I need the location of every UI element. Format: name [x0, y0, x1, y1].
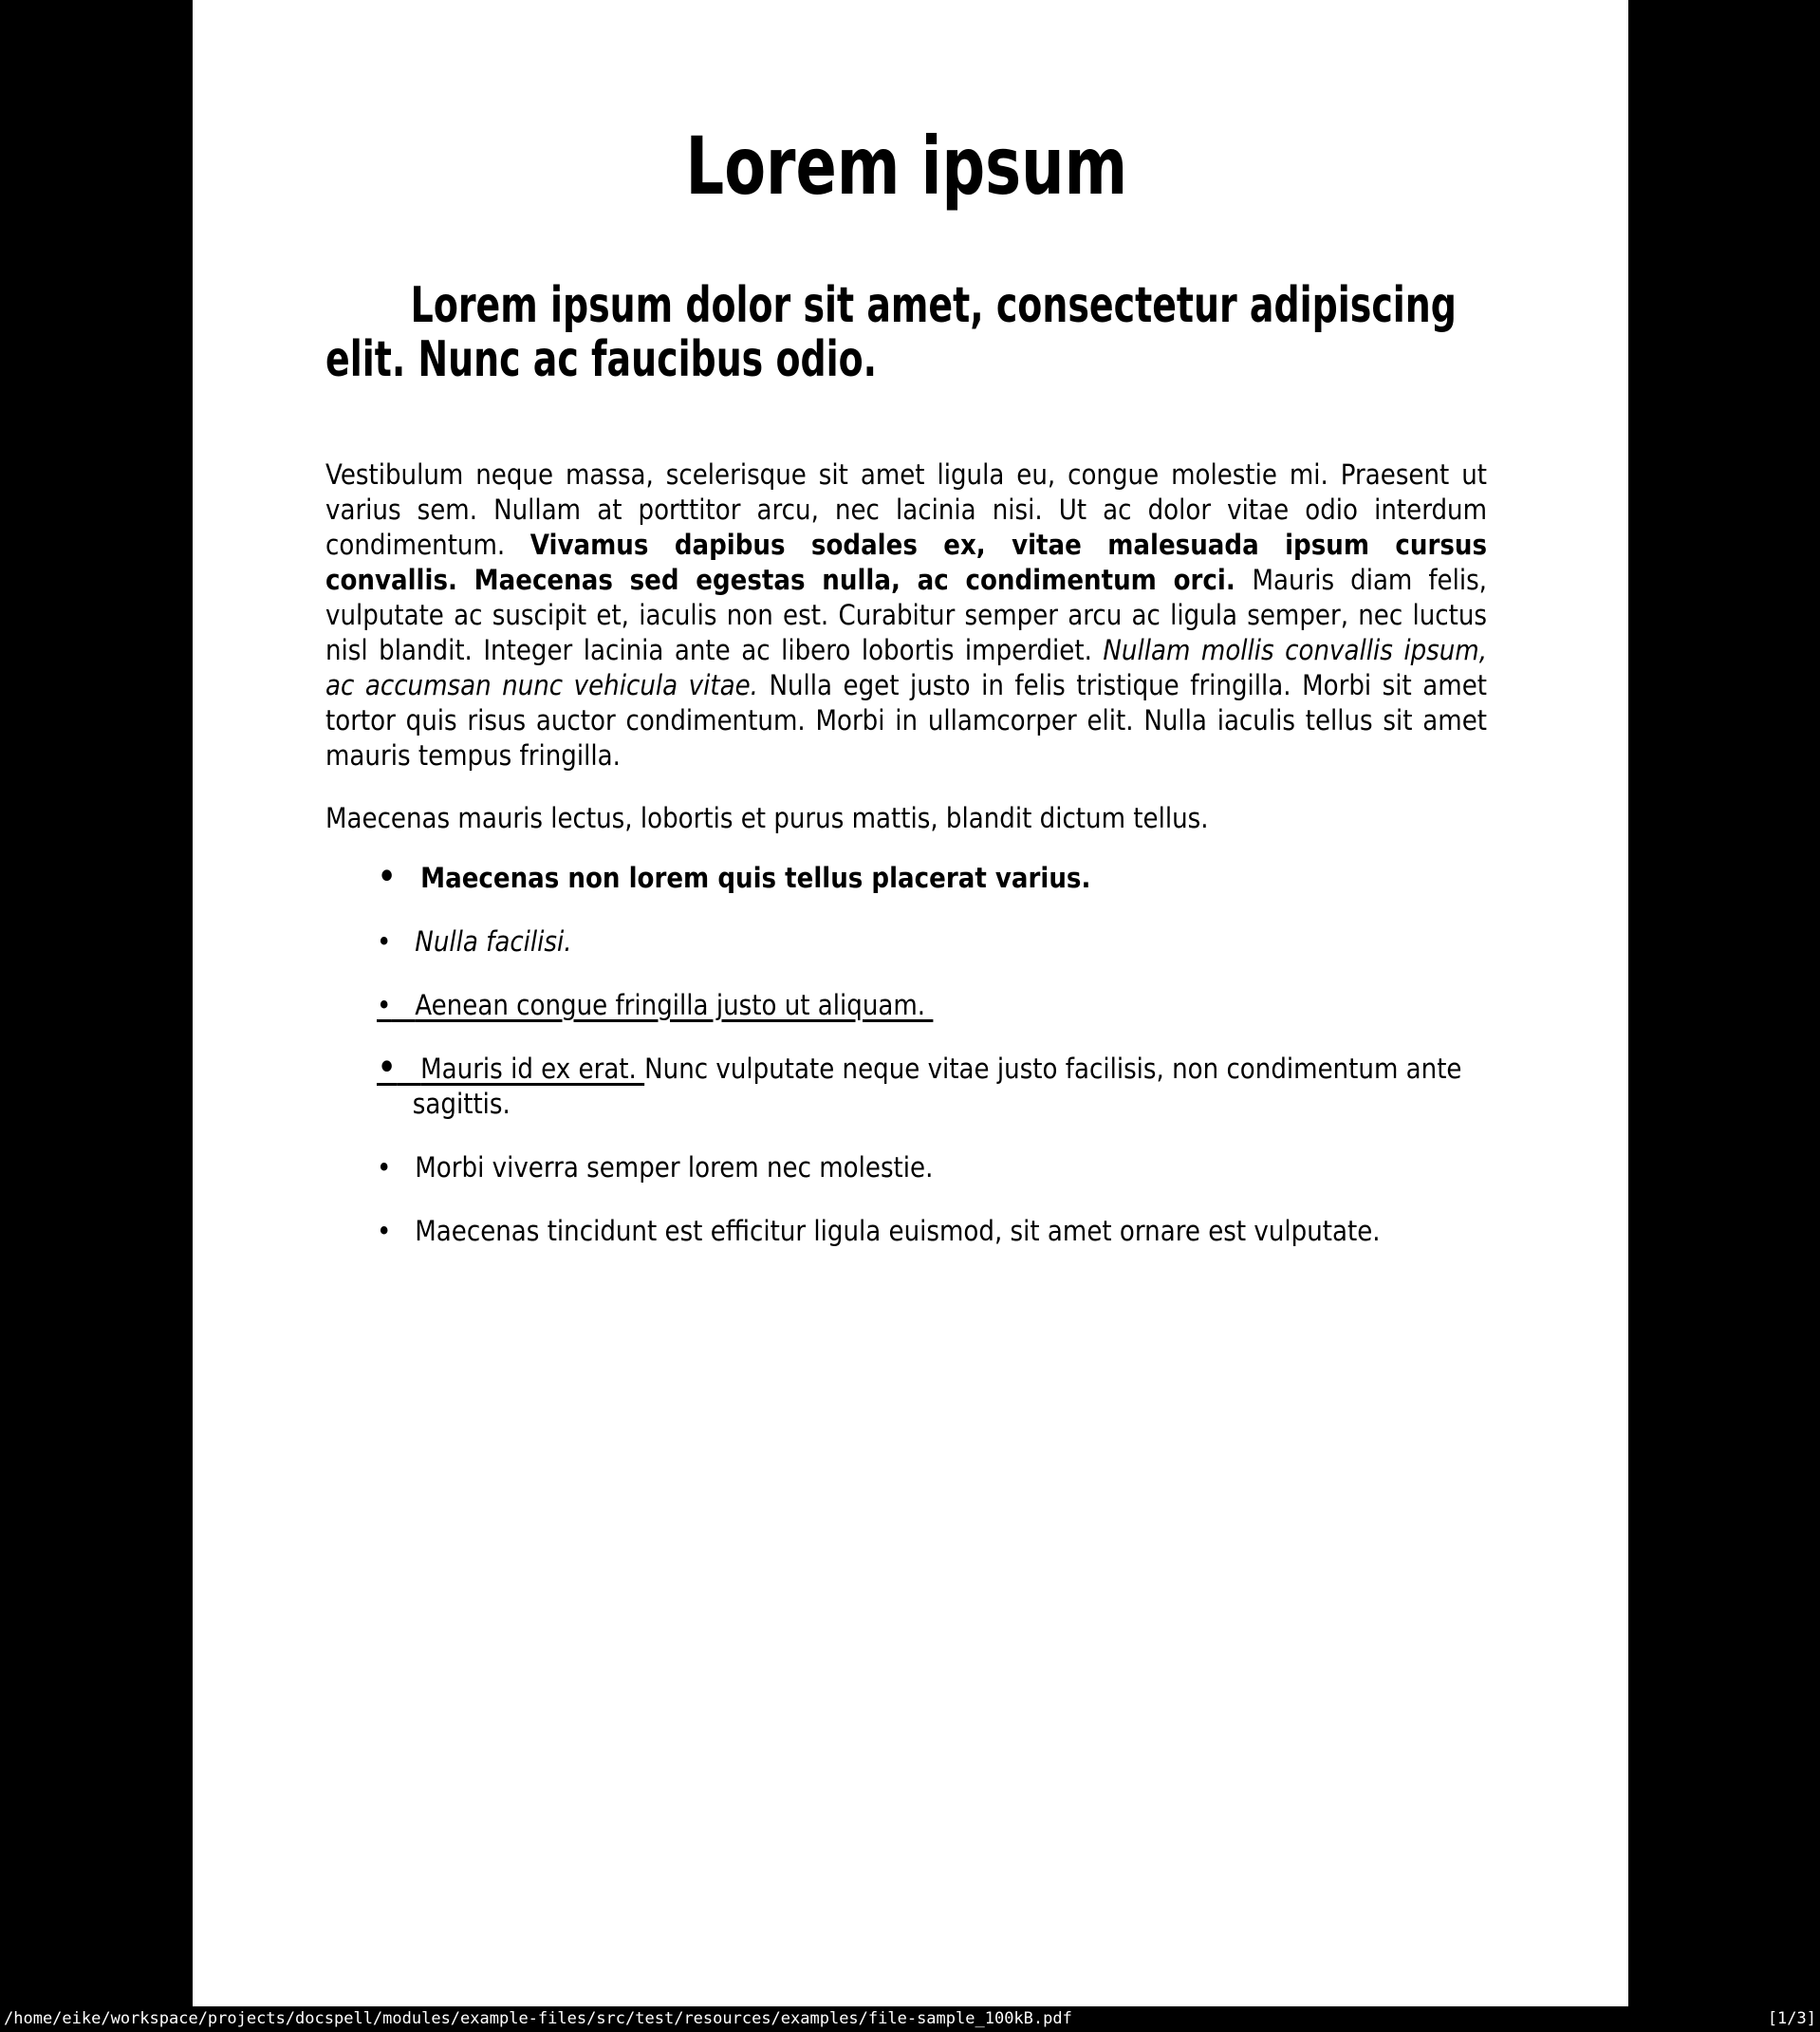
document-body — [325, 457, 1487, 1249]
list-item — [377, 1150, 1487, 1185]
bullet-list — [325, 854, 1487, 1249]
list-item — [377, 854, 1487, 899]
bullet-icon: • — [377, 1151, 392, 1184]
bullet-icon: • — [377, 854, 398, 899]
document-title-text: Lorem ipsum — [685, 120, 1128, 213]
text-run-underline: • Aenean congue fringilla justo ut aliquam. — [377, 989, 934, 1021]
list-item — [377, 988, 1487, 1023]
bullet-icon: • — [377, 1045, 398, 1090]
status-bar — [0, 2006, 1820, 2032]
file-path: /home/eike/workspace/projects/docspell/modules/example-files/src/test/resources/examples/file-sample_100kB.pdf — [4, 2009, 1072, 2028]
text-run-normal: Mauris diam felis, vulputate ac suscipit et, iaculis non est. Curabitur semper arcu ac ligula semper, nec luctus nisl blandit. Integer lacinia ante ac libero lobortis imperdiet. — [325, 564, 1487, 666]
text-run-italic: Nullam mollis convallis ipsum, ac accumsan nunc vehicula vitae. — [325, 634, 1487, 701]
list-item — [377, 924, 1487, 960]
text-run-normal: Nulla eget justo in felis tristique fringilla. Morbi sit amet tortor quis risus auctor condimentum. Morbi in ullamcorper elit. Nulla iaculis tellus sit amet mauris tempus fringilla. — [325, 669, 1487, 772]
document-heading-line: elit. Nunc ac faucibus odio. — [325, 331, 878, 388]
document-content — [325, 0, 1488, 1277]
text-run-normal: Maecenas tincidunt est efficitur ligula euismod, sit amet ornare est vulputate. — [415, 1215, 1381, 1247]
document-heading-line: Lorem ipsum dolor sit amet, consectetur adipiscing — [410, 277, 1457, 334]
text-run-bold: Vivamus dapibus sodales ex, vitae malesuada ipsum cursus convallis. Maecenas sed egestas nulla, ac condimentum orci. — [325, 529, 1487, 596]
list-item — [377, 1045, 1487, 1122]
list-item — [377, 1214, 1487, 1249]
text-run-underline: • Mauris id ex erat. — [377, 1045, 645, 1090]
bullet-icon: • — [377, 989, 392, 1021]
text-run-normal: Morbi viverra semper lorem nec molestie. — [415, 1151, 934, 1184]
text-run-normal: Vestibulum neque massa, scelerisque sit amet ligula eu, congue molestie mi. Praesent ut varius sem. Nullam at porttitor arcu, nec lacinia nisi. Ut ac dolor vitae odio interdum condimentum. — [325, 458, 1487, 561]
text-run-bold: Maecenas non lorem quis tellus placerat varius. — [420, 862, 1091, 894]
document-title — [325, 120, 1488, 213]
page-indicator: [1/3] — [1767, 2009, 1816, 2028]
bullet-icon: • — [377, 1215, 392, 1247]
bullet-icon: • — [377, 925, 392, 958]
document-heading — [325, 279, 1488, 387]
document-page[interactable] — [193, 0, 1628, 2006]
text-run-italic: Nulla facilisi. — [415, 925, 572, 958]
paragraph-lead — [325, 457, 1487, 774]
text-run-normal: Nunc vulputate neque vitae justo facilisis, non condimentum ante sagittis. — [412, 1053, 1462, 1120]
paragraph-intro-list: Maecenas mauris lectus, lobortis et purus mattis, blandit dictum tellus. — [325, 802, 1209, 834]
